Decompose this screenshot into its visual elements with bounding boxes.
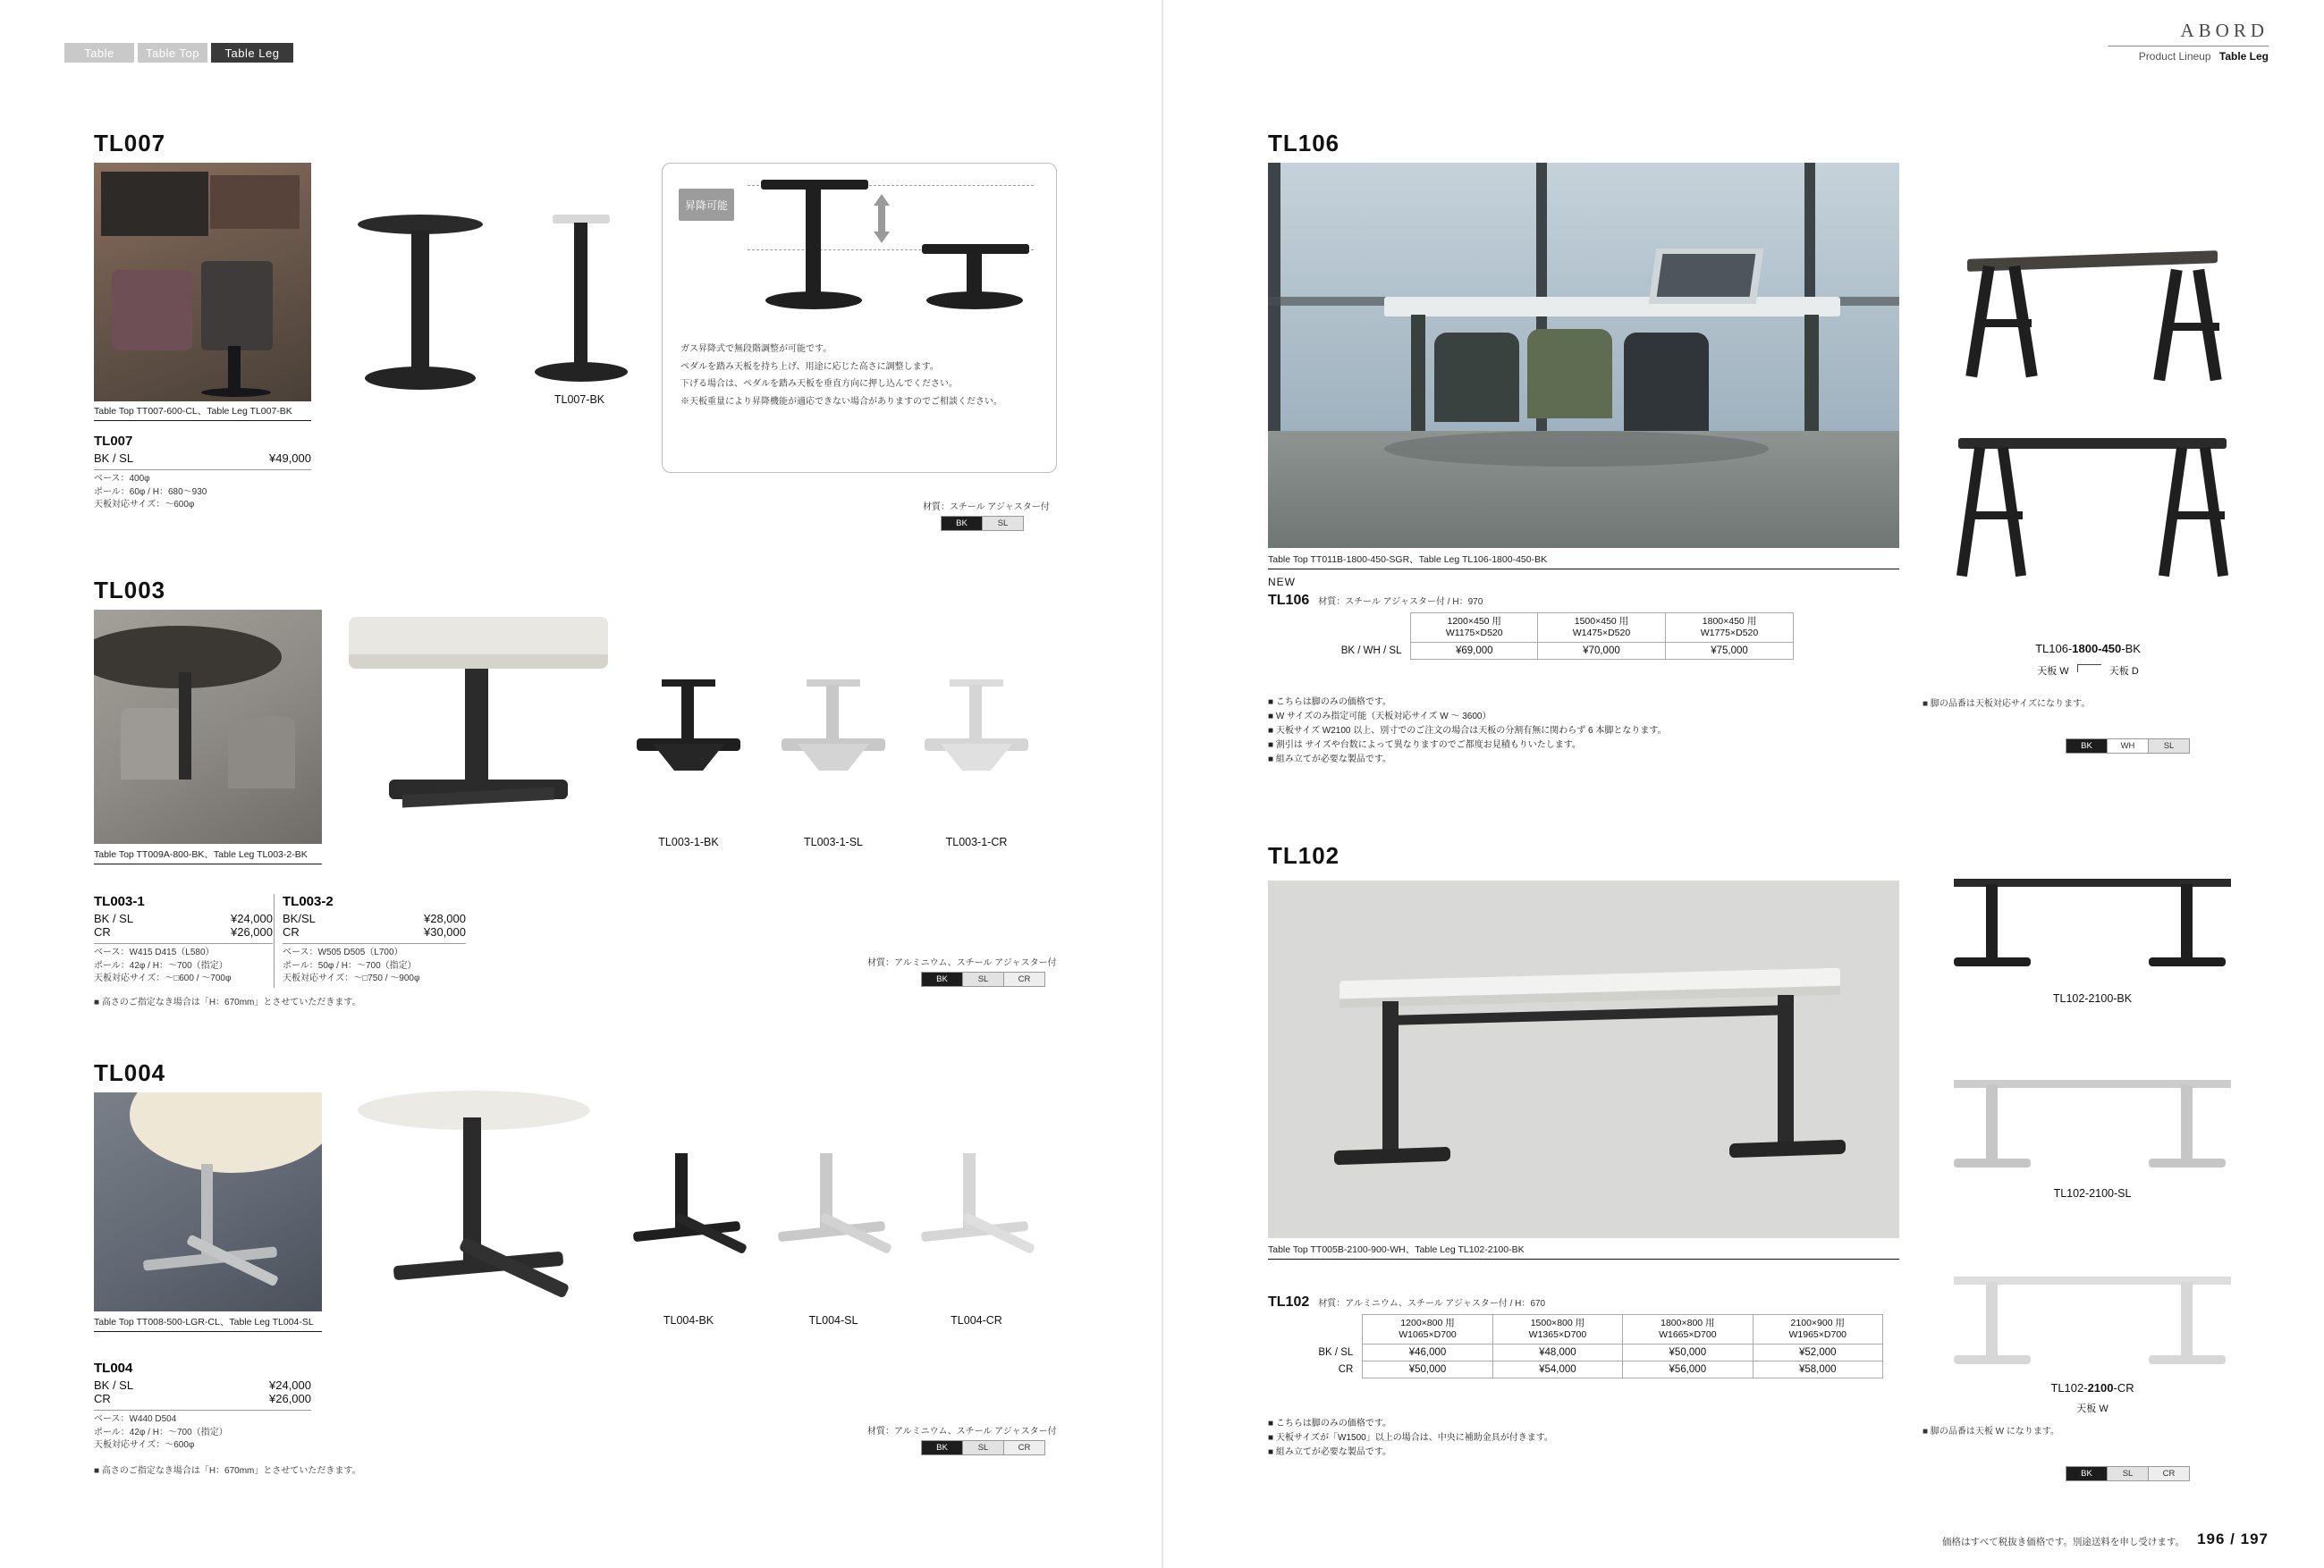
tl007-color-label: BK / SL	[94, 451, 134, 465]
swatch-sl: SL	[963, 973, 1004, 986]
tl102-header-2-line2: W1665×D700	[1659, 1329, 1717, 1341]
tl106-header-2	[1665, 613, 1793, 643]
tl106-header-2-line1: 1800×450 用	[1702, 616, 1757, 627]
tl106-render-label-post: -BK	[2121, 642, 2141, 655]
tl106-photo-caption: Table Top TT011B-1800-450-SGR、Table Leg TL106-1800-450-BK	[1268, 554, 1548, 565]
tl106-render-bottom	[1940, 429, 2235, 599]
swatch-bk: BK	[2066, 739, 2108, 753]
tl003-2-row-1-price: ¥30,000	[424, 925, 466, 939]
tl007-callout-text	[680, 341, 1038, 410]
tl003-2-spec-2: ポール：50φ / H：〜700（指定）	[283, 960, 417, 971]
swatch-bk: BK	[942, 517, 983, 530]
tl102-row-0-label: BK / SL	[1318, 1347, 1354, 1359]
tl102-render-label-post: -CR	[2113, 1381, 2134, 1395]
tl003-2-row-0-label: BK/SL	[283, 912, 316, 925]
tl004-render-label-cr: TL004-CR	[951, 1314, 1002, 1327]
tl004-material: 材質：アルミニウム、スチール アジャスター付	[867, 1427, 1057, 1437]
tl003-render-sl	[771, 679, 896, 796]
tl007-render-label: TL007-BK	[554, 393, 605, 406]
tl106-price-1: ¥70,000	[1537, 643, 1665, 660]
tl003-2-row-1-label: CR	[283, 925, 300, 939]
page-footer	[1942, 1530, 2269, 1548]
table-row	[1268, 643, 1794, 660]
tl106-render-top	[1940, 246, 2235, 402]
tl004-photo-caption: Table Top TT008-500-LGR-CL、Table Leg TL004-SL	[94, 1317, 314, 1328]
tl004-spec-1: ベース：W440 D504	[94, 1414, 177, 1424]
table-header-row	[1268, 1315, 1883, 1345]
footer-note: 価格はすべて税抜き価格です。別途送料を申し受けます。	[1941, 1537, 2185, 1547]
swatch-sl: SL	[983, 517, 1023, 530]
tl003-col-divider	[274, 894, 275, 988]
tl102-row-1-price-3: ¥58,000	[1753, 1361, 1882, 1378]
callout-line-3: 下げる場合は、ペダルを踏み天板を垂直方向に押し込んでください。	[680, 379, 958, 389]
tl003-2-price-block	[283, 894, 466, 986]
tl007-photo	[94, 163, 311, 401]
tl004-price-block	[94, 1361, 311, 1453]
tl003-2-row-0-price: ¥28,000	[424, 912, 466, 925]
tl102-row-1-label: CR	[1338, 1364, 1354, 1376]
tl003-2-spec-1: ベース：W505 D505（L700）	[283, 948, 403, 957]
tl003-render-label-sl: TL003-1-SL	[803, 836, 863, 848]
tl004-spec-2: ポール：42φ / H：〜700（指定）	[94, 1427, 228, 1437]
tl102-render-label-bold: 2100	[2087, 1381, 2114, 1395]
callout-line-2: ペダルを踏み天板を持ち上げ、用途に応じた高さに調整します。	[680, 361, 939, 372]
tl007-spec-2: ポール：60φ / H：680〜930	[94, 486, 207, 497]
tl106-render-label-pre: TL106-	[2035, 642, 2073, 655]
swatch-sl: SL	[963, 1441, 1004, 1454]
tl004-render-cr	[914, 1153, 1039, 1278]
tl004-render-bk	[626, 1153, 751, 1278]
tl106-title: TL106	[1268, 130, 1340, 156]
tl003-1-spec-3: 天板対応サイズ：〜□600 / 〜700φ	[94, 974, 232, 983]
tl007-price-block	[94, 434, 311, 512]
tl003-1-price-block	[94, 894, 273, 986]
tl106-photo	[1268, 163, 1899, 548]
tab-table[interactable]: Table	[64, 43, 134, 63]
table-header-row	[1268, 613, 1794, 643]
tl003-1-row-1-price: ¥26,000	[231, 925, 273, 939]
tl004-row-0-price: ¥24,000	[269, 1378, 311, 1392]
tl102-price-table	[1268, 1314, 1883, 1378]
callout-line-4: ※天板重量により昇降機能が適応できない場合がありますのでご相談ください。	[680, 396, 1002, 407]
tl003-photo	[94, 610, 322, 844]
tl106-price-2: ¥75,000	[1665, 643, 1793, 660]
swatch-wh: WH	[2108, 739, 2149, 753]
tl004-render-sl	[771, 1153, 896, 1278]
tl003-1-row-0-price: ¥24,000	[231, 912, 273, 925]
swatch-bk: BK	[922, 973, 963, 986]
tl004-photo	[94, 1092, 322, 1311]
tab-table-leg[interactable]: Table Leg	[211, 43, 293, 63]
swatch-cr: CR	[1004, 1441, 1044, 1454]
tl106-header-0-line2: W1175×D520	[1445, 628, 1503, 639]
tl007-material: 材質：スチール アジャスター付	[923, 502, 1050, 512]
tl003-render-label-cr: TL003-1-CR	[945, 836, 1008, 848]
tl102-note-1: ■ 天板サイズが「W1500」以上の場合は、中央に補助金具が付きます。	[1268, 1433, 1553, 1443]
tl102-photo-caption: Table Top TT005B-2100-900-WH、Table Leg TL102-2100-BK	[1268, 1244, 1525, 1255]
section-tabs	[64, 43, 293, 63]
page-number: 196 / 197	[2197, 1530, 2269, 1547]
tl004-row-1-price: ¥26,000	[269, 1392, 311, 1405]
tl102-render-label-cr	[1923, 1381, 2262, 1395]
swatch-bk: BK	[922, 1441, 963, 1454]
tl106-render-note: ■ 脚の品番は天板対応サイズになります。	[1923, 699, 2091, 709]
tl106-dims	[1923, 663, 2253, 678]
tl102-photo	[1268, 881, 1899, 1238]
tl003-photo-caption: Table Top TT009A-800-BK、Table Leg TL003-2-BK	[94, 849, 308, 860]
tl106-note-3: ■ 割引は サイズや台数によって異なりますのでご都度お見積もりいたします。	[1268, 740, 1581, 750]
tl106-name-row	[1268, 593, 1483, 609]
tl004-caption-rule	[94, 1331, 322, 1332]
tl004-render-label-bk: TL004-BK	[663, 1314, 714, 1327]
tl102-header-0-line2: W1065×D700	[1399, 1329, 1457, 1341]
tl106-render-label	[1923, 642, 2253, 655]
tl003-note: ■ 高さのご指定なき場合は「H：670mm」とさせていただきます。	[94, 998, 361, 1007]
tl102-render-note: ■ 脚の品番は天板 W になります。	[1923, 1427, 2060, 1437]
tl007-title: TL007	[94, 130, 166, 156]
tl102-material: 材質：アルミニウム、スチール アジャスター付 / H：670	[1318, 1299, 1546, 1309]
tl102-render-label-pre: TL102-	[2050, 1381, 2088, 1395]
tl102-row-1-price-2: ¥56,000	[1623, 1361, 1753, 1378]
tl102-dim-w: 天板 W	[2076, 1404, 2109, 1414]
tl007-callout-badge: 昇降可能	[679, 189, 734, 221]
table-row	[1268, 1361, 1883, 1378]
tl003-2-spec-3: 天板対応サイズ：〜□750 / 〜900φ	[283, 974, 420, 983]
tl106-dim-d: 天板 D	[2109, 666, 2139, 677]
tl102-header-2-line1: 1800×800 用	[1661, 1318, 1715, 1328]
tl007-render-bk	[340, 206, 501, 402]
tl004-spec-3: 天板対応サイズ：〜600φ	[94, 1440, 195, 1450]
tl106-notes	[1268, 695, 1840, 767]
tl007-swatches	[941, 516, 1024, 531]
tl106-new-badge: NEW	[1268, 576, 1296, 588]
tl106-material: 材質：スチール アジャスター付 / H：970	[1318, 597, 1483, 607]
swatch-bk: BK	[2066, 1467, 2108, 1480]
tl003-1-row-1-label: CR	[94, 925, 111, 939]
tl102-notes	[1268, 1417, 1840, 1460]
product-lineup-label: Product Lineup	[2138, 50, 2211, 63]
tl106-price-table	[1268, 612, 1794, 660]
tl102-row-0-price-2: ¥50,000	[1623, 1345, 1753, 1361]
tl106-note-0: ■ こちらは脚のみの価格です。	[1268, 697, 1392, 707]
tl106-row-label: BK / WH / SL	[1340, 645, 1402, 657]
tl102-title: TL102	[1268, 842, 1340, 869]
tl102-header-0-line1: 1200×800 用	[1400, 1318, 1455, 1328]
tl004-swatches	[921, 1440, 1045, 1455]
tl004-name: TL004	[94, 1361, 133, 1376]
tl102-header-3-line1: 2100×900 用	[1790, 1318, 1845, 1328]
tl102-note-2: ■ 組み立てが必要な製品です。	[1268, 1447, 1392, 1457]
tl102-row-0-price-3: ¥52,000	[1753, 1345, 1882, 1361]
tl106-header-2-line2: W1775×D520	[1700, 628, 1759, 639]
tl102-render-bk	[1945, 872, 2240, 979]
tl004-title: TL004	[94, 1059, 166, 1086]
tl003-1-row-0-label: BK / SL	[94, 912, 134, 925]
tl102-header-1-line2: W1365×D700	[1528, 1329, 1587, 1341]
tl106-swatches	[2066, 738, 2190, 754]
tl007-price: ¥49,000	[269, 451, 311, 465]
brand-subtitle	[2108, 50, 2269, 63]
tl102-render-label-sl: TL102-2100-SL	[2053, 1187, 2132, 1200]
tl003-1-spec-2: ポール：42φ / H：〜700（指定）	[94, 960, 228, 971]
tl007-spec-1: ベース：400φ	[94, 474, 150, 484]
current-section-label: Table Leg	[2218, 50, 2269, 63]
tl007-caption-rule	[94, 420, 311, 421]
tl102-header-3-line2: W1965×D700	[1788, 1329, 1847, 1341]
spread-divider	[1162, 0, 1163, 1568]
brand-block	[2108, 20, 2269, 63]
tl003-render-bk	[626, 679, 751, 796]
tl102-swatches	[2066, 1466, 2190, 1481]
tl004-row-1-label: CR	[94, 1392, 111, 1405]
tl102-caption-rule	[1268, 1259, 1899, 1260]
brand-logo: ABORD	[2180, 20, 2269, 41]
table-row	[1268, 1345, 1883, 1361]
callout-line-1: ガス昇降式で無段階調整が可能です。	[680, 344, 832, 354]
tl102-render-sl	[1945, 1073, 2240, 1180]
tl004-note: ■ 高さのご指定なき場合は「H：670mm」とさせていただきます。	[94, 1466, 361, 1476]
swatch-cr: CR	[1004, 973, 1044, 986]
tl004-row-0-label: BK / SL	[94, 1378, 134, 1392]
tl102-note-0: ■ こちらは脚のみの価格です。	[1268, 1419, 1392, 1429]
tab-table-top[interactable]: Table Top	[138, 43, 207, 63]
tl007-name: TL007	[94, 434, 133, 449]
tl007-photo-caption: Table Top TT007-600-CL、Table Leg TL007-BK	[94, 406, 292, 417]
tl102-header-1	[1492, 1315, 1622, 1345]
tl102-header-1-line1: 1500×800 用	[1530, 1318, 1585, 1328]
tl106-header-0	[1411, 613, 1537, 643]
tl102-row-0-price-0: ¥46,000	[1363, 1345, 1492, 1361]
tl106-dim-w: 天板 W	[2037, 666, 2069, 677]
tl003-render-label-bk: TL003-1-BK	[658, 836, 719, 848]
tl003-title: TL003	[94, 577, 166, 603]
tl007-render-sl	[510, 201, 653, 407]
tl102-render-label-bk: TL102-2100-BK	[2052, 992, 2133, 1005]
swatch-sl: SL	[2149, 739, 2189, 753]
tl106-header-1-line1: 1500×450 用	[1574, 616, 1629, 627]
tl003-render-table	[349, 617, 608, 840]
tl102-header-3	[1753, 1315, 1882, 1345]
tl102-row-1-price-1: ¥54,000	[1492, 1361, 1622, 1378]
tl102-render-cr	[1945, 1269, 2240, 1377]
tl102-name-row	[1268, 1294, 1545, 1311]
tl106-render-label-bold: 1800-450	[2072, 642, 2122, 655]
tl102-row-0-price-1: ¥48,000	[1492, 1345, 1622, 1361]
tl003-render-cr	[914, 679, 1039, 796]
tl106-price-0: ¥69,000	[1411, 643, 1537, 660]
swatch-cr: CR	[2149, 1467, 2189, 1480]
tl102-row-1-price-0: ¥50,000	[1363, 1361, 1492, 1378]
tl106-name: TL106	[1268, 593, 1310, 608]
tl004-render-table	[358, 1091, 590, 1314]
tl102-name: TL102	[1268, 1294, 1310, 1310]
tl106-header-1-line2: W1475×D520	[1572, 628, 1631, 639]
tl003-1-name: TL003-1	[94, 894, 145, 909]
tl003-2-name: TL003-2	[283, 894, 334, 909]
tl004-render-label-sl: TL004-SL	[808, 1314, 858, 1327]
swatch-sl: SL	[2108, 1467, 2149, 1480]
tl003-1-spec-1: ベース：W415 D415（L580）	[94, 948, 215, 957]
tl102-header-0	[1363, 1315, 1492, 1345]
tl106-header-0-line1: 1200×450 用	[1447, 616, 1501, 627]
tl003-swatches	[921, 972, 1045, 987]
tl106-note-2: ■ 天板サイズ W2100 以上、別寸でのご注文の場合は天板の分割有無に関わらず 6 本脚となります。	[1268, 726, 1667, 736]
tl007-spec-3: 天板対応サイズ：〜600φ	[94, 500, 195, 510]
tl007-callout	[662, 163, 1057, 473]
tl106-note-4: ■ 組み立てが必要な製品です。	[1268, 754, 1392, 764]
tl003-material: 材質：アルミニウム、スチール アジャスター付	[867, 958, 1057, 968]
tl106-header-1	[1537, 613, 1665, 643]
tl102-header-2	[1623, 1315, 1753, 1345]
tl106-note-1: ■ W サイズのみ指定可能（天板対応サイズ W 〜 3600）	[1268, 712, 1492, 721]
